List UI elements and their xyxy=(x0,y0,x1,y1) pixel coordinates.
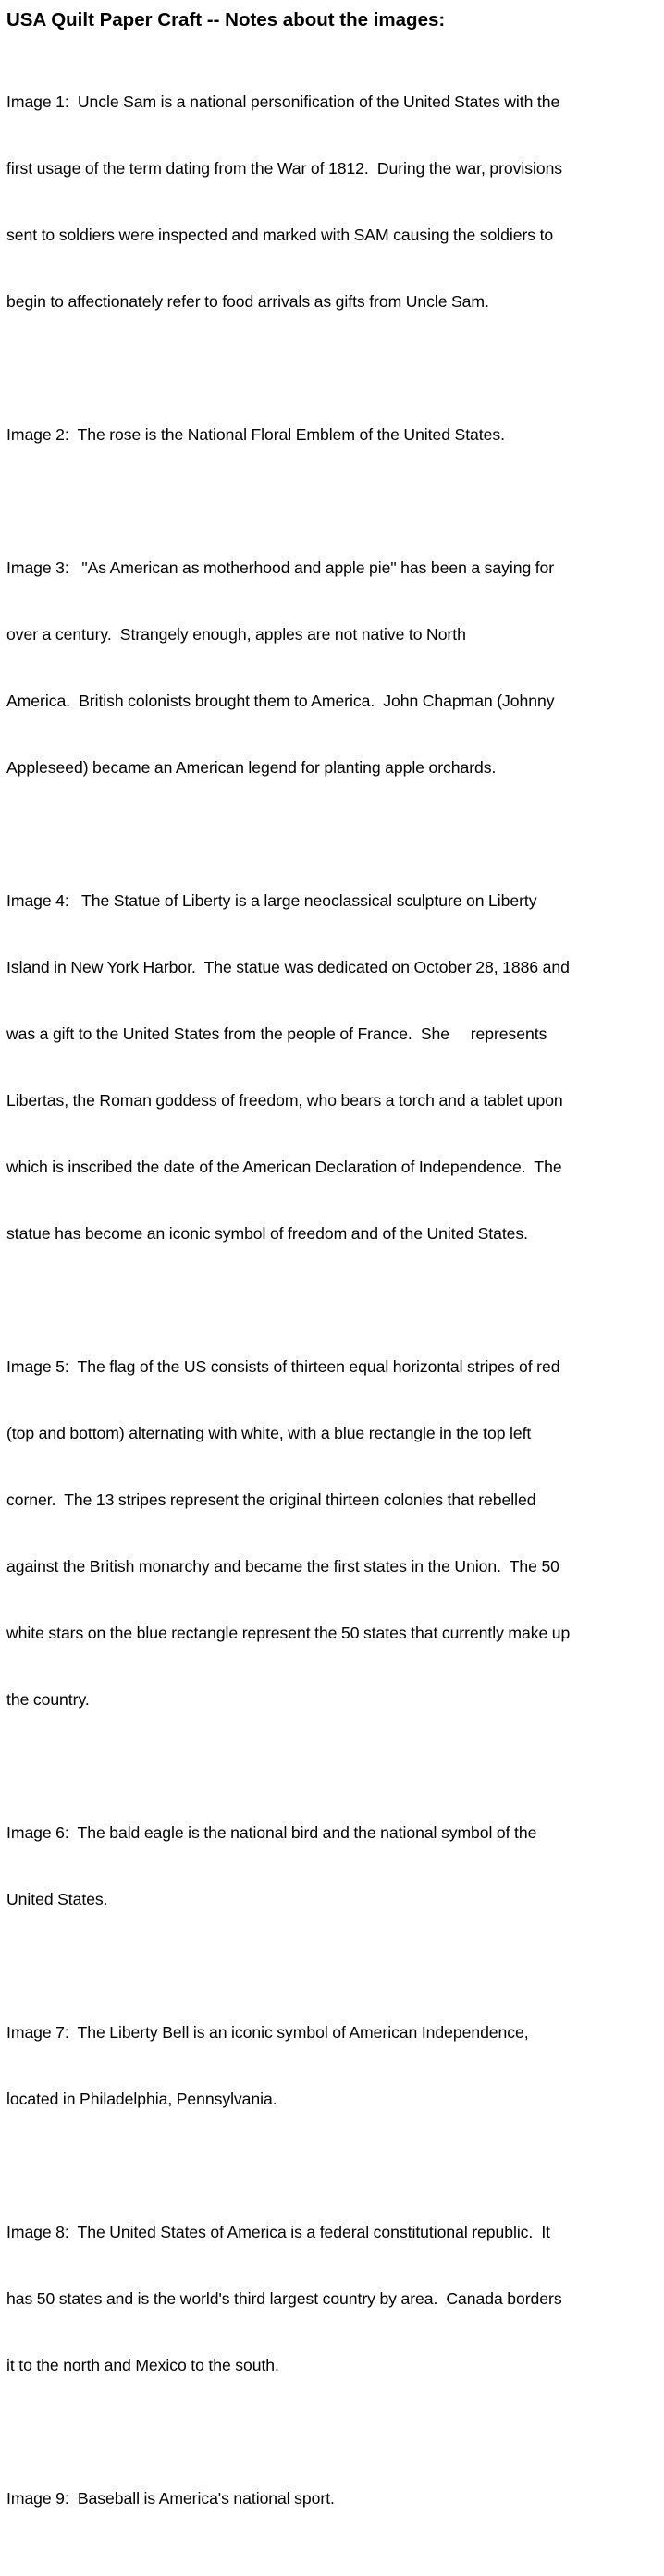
note-image-6 xyxy=(6,1777,661,1955)
note-line: Image 7: The Liberty Bell is an iconic symbol of American Independence, xyxy=(6,2023,529,2042)
note-line: Image 2: The rose is the National Floral Emblem of the United States. xyxy=(6,425,505,444)
note-image-2 xyxy=(6,379,661,490)
note-line: Appleseed) became an American legend for planting apple orchards. xyxy=(6,758,497,777)
document-page xyxy=(6,7,661,2576)
note-line: Image 4: The Statue of Liberty is a large neoclassical sculpture on Liberty xyxy=(6,891,537,910)
note-line: Image 9: Baseball is America's national sport. xyxy=(6,2489,335,2508)
note-line: sent to soldiers were inspected and marked with SAM causing the soldiers to xyxy=(6,226,554,244)
note-line: was a gift to the United States from the people of France. She represents xyxy=(6,1024,547,1043)
note-line: Image 5: The flag of the US consists of thirteen equal horizontal stripes of red xyxy=(6,1357,560,1376)
note-line: has 50 states and is the world's third largest country by area. Canada borders xyxy=(6,2289,562,2308)
note-line: United States. xyxy=(6,1890,108,1908)
note-line: (top and bottom) alternating with white, with a blue rectangle in the top left xyxy=(6,1424,532,1442)
note-line: Image 8: The United States of America is a federal constitutional republic. It xyxy=(6,2223,551,2241)
note-line: begin to affectionately refer to food arrivals as gifts from Uncle Sam. xyxy=(6,292,489,311)
note-line: the country. xyxy=(6,1690,90,1709)
note-line: it to the north and Mexico to the south. xyxy=(6,2356,279,2374)
note-line: Libertas, the Roman goddess of freedom, who bears a torch and a tablet upon xyxy=(6,1091,563,1110)
note-line: first usage of the term dating from the War of 1812. During the war, provisions xyxy=(6,159,563,178)
note-line: white stars on the blue rectangle represent the 50 states that currently make up xyxy=(6,1624,571,1642)
note-image-9 xyxy=(6,2443,661,2554)
note-line: which is inscribed the date of the American Declaration of Independence. The xyxy=(6,1158,562,1176)
notes-list xyxy=(6,46,661,2554)
note-line: Image 1: Uncle Sam is a national personification of the United States with the xyxy=(6,92,560,111)
note-image-7 xyxy=(6,1977,661,2154)
note-line: located in Philadelphia, Pennsylvania. xyxy=(6,2090,277,2108)
note-image-1 xyxy=(6,46,661,357)
note-line: Image 3: "As American as motherhood and apple pie" has been a saying for xyxy=(6,558,555,577)
note-image-5 xyxy=(6,1311,661,1755)
note-image-4 xyxy=(6,845,661,1289)
note-line: corner. The 13 stripes represent the original thirteen colonies that rebelled xyxy=(6,1490,536,1509)
note-line: Image 6: The bald eagle is the national bird and the national symbol of the xyxy=(6,1823,537,1842)
note-line: statue has become an iconic symbol of freedom and of the United States. xyxy=(6,1224,528,1243)
note-image-3 xyxy=(6,512,661,823)
note-line: America. British colonists brought them to America. John Chapman (Johnny xyxy=(6,692,555,710)
note-line: over a century. Strangely enough, apples are not native to North xyxy=(6,625,466,644)
note-line: against the British monarchy and became the first states in the Union. The 50 xyxy=(6,1557,559,1576)
note-image-8 xyxy=(6,2177,661,2421)
page-title: USA Quilt Paper Craft -- Notes about the images: xyxy=(6,9,446,31)
note-line: Island in New York Harbor. The statue was dedicated on October 28, 1886 and xyxy=(6,958,570,976)
